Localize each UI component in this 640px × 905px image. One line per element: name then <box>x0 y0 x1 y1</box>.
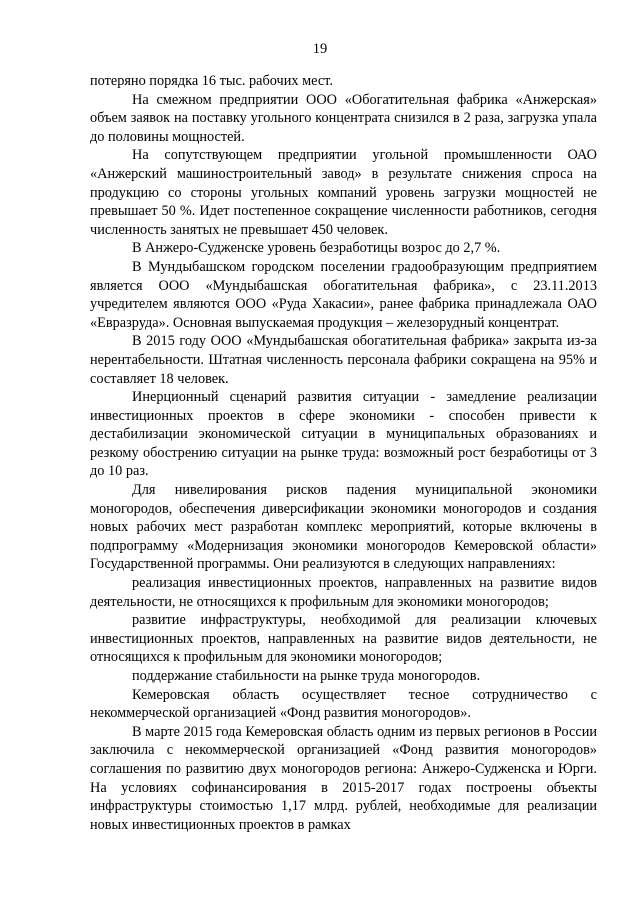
list-item-investment-projects: реализация инвестиционных проектов, направленных на развитие видов деятельности, не относящихся к профильным для экономики моногородов; <box>90 575 597 610</box>
paragraph-anzherskaya-factory: На смежном предприятии ООО «Обогатительная фабрика «Анжерская» объем заявок на поставку угольного концентрата снизился в 2 раза, загрузка упала до половины мощностей. <box>90 91 597 145</box>
paragraph-risk-measures: Для нивелирования рисков падения муниципальной экономики моногородов, обеспечения диверсификации экономики моногородов и создания новых рабочих мест разработан комплекс мероприятий, которые включены в подпрограмму «Модернизация экономики моногородов Кемеровской области» Государственной программы. Они реализуются в следующих направлениях: <box>90 482 597 573</box>
paragraph-lost-jobs: потеряно порядка 16 тыс. рабочих мест. <box>90 73 333 89</box>
paragraph-unemployment-rate: В Анжеро-Судженске уровень безработицы возрос до 2,7 %. <box>132 240 501 257</box>
paragraph-mundybash-settlement: В Мундыбашском городском поселении градообразующим предприятием является ООО «Мундыбашская обогатительная фабрика», с 23.11.2013 учредителем являются ООО «Руда Хакасии», ранее фабрика принадлежала ОАО «Евразруда». Основная выпускаемая продукция – железорудный концентрат. <box>90 258 597 331</box>
paragraph-fund-cooperation: Кемеровская область осуществляет тесное сотрудничество с некоммерческой организацией «Фонд развития моногородов». <box>90 686 597 722</box>
page-number: 19 <box>312 41 328 57</box>
document-body <box>90 72 597 834</box>
paragraph-march-2015-agreement: В марте 2015 года Кемеровская область одним из первых регионов в России заключила с некоммерческой организацией «Фонд развития моногородов» соглашения по развитию двух моногородов региона: Анжеро-Судженска и Юрги. На условиях софинансирования в 2015-2017 годах построены объекты инфраструктуры стоимостью 1,17 млрд. рублей, необходимые для реализации новых инвестиционных проектов в рамках <box>90 723 597 833</box>
list-item-infrastructure: развитие инфраструктуры, необходимой для реализации ключевых инвестиционных проектов, направленных на развитие видов деятельности, не относящихся к профильным для экономики моногородов; <box>90 612 597 666</box>
paragraph-mundybash-closure: В 2015 году ООО «Мундыбашская обогатительная фабрика» закрыта из-за нерентабельности. Штатная численность персонала фабрики сокращена на 95% и составляет 18 человек. <box>90 333 597 387</box>
list-item-labor-market: поддержание стабильности на рынке труда моногородов. <box>132 668 481 684</box>
paragraph-machine-building-plant: На сопутствующем предприятии угольной промышленности ОАО «Анжерский машиностроительный завод» в результате снижения спроса на продукцию со стороны угольных компаний уровень загрузки мощностей не превышает 50 %. Идет постепенное сокращение численности работников, сегодня численность занятых не превышает 450 человек. <box>90 147 597 238</box>
paragraph-inertial-scenario: Инерционный сценарий развития ситуации - замедление реализации инвестиционных проектов в сфере экономики - способен привести к дестабилизации экономической ситуации в муниципальных образованиях и резкому обострению ситуации на рынке труда: возможный рост безработицы от 3 до 10 раз. <box>90 389 597 480</box>
